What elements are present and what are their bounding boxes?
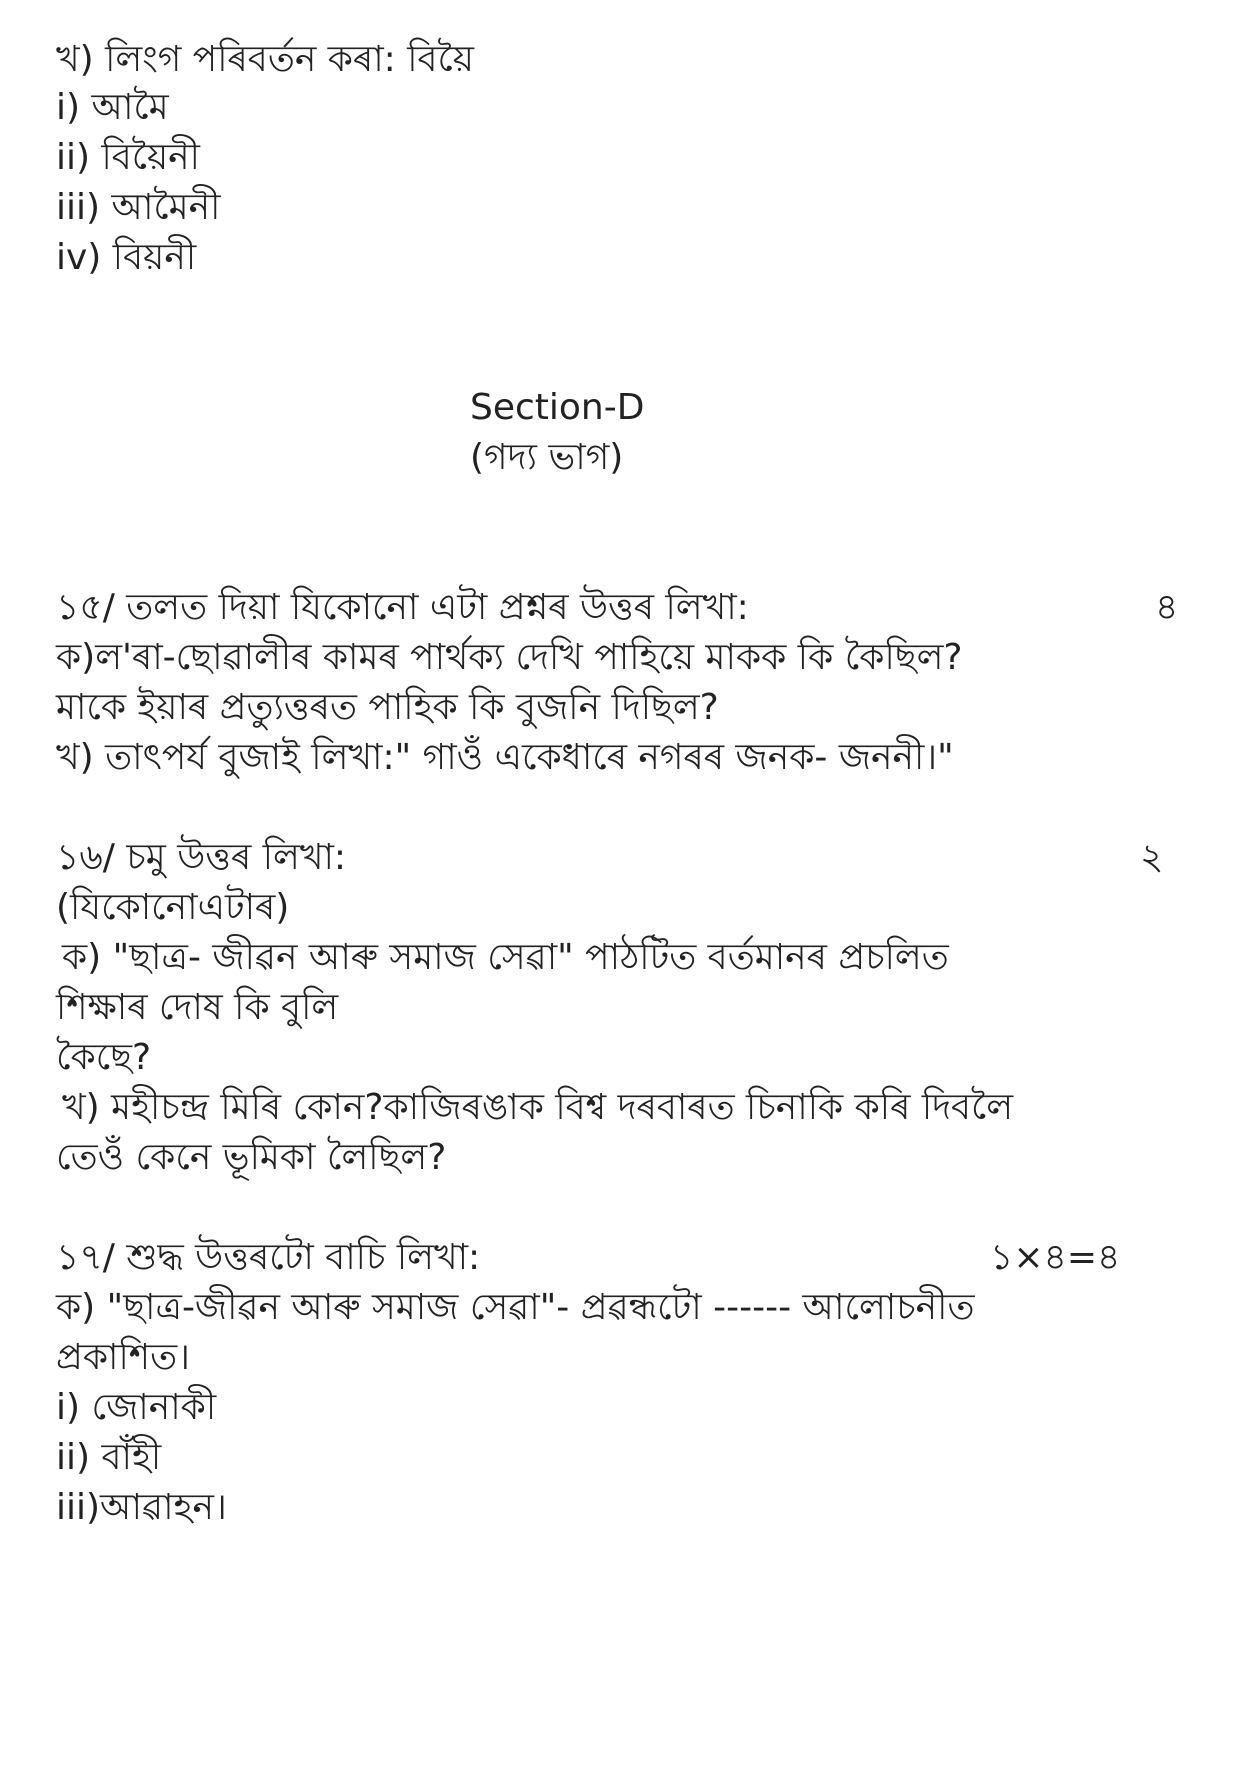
q16-line-3: শিক্ষাৰ দোষ কি বুলি: [56, 987, 339, 1028]
q15-marks: ৪: [1155, 587, 1179, 628]
q15-line-1: ক)ল'ৰা-ছোৱালীৰ কামৰ পাৰ্থক্য দেখি পাহিয়ে মাকক কি কৈছিল?: [56, 637, 963, 678]
q16-line-4: কৈছে?: [56, 1037, 152, 1078]
q17-line-1: ক) "ছাত্ৰ-জীৱন আৰু সমাজ সেৱা"- প্ৰৱন্ধটো ------ আলোচনীত: [56, 1287, 975, 1328]
option-i: i) আমৈ: [56, 87, 169, 128]
q16-line-1: (যিকোনোএটাৰ): [56, 887, 290, 928]
q17-marks: ১×৪=৪: [990, 1237, 1121, 1278]
q17-option-iii: iii)আৱাহন।: [56, 1487, 227, 1528]
q15-line-3: খ) তাৎপৰ্য বুজাই লিখা:" গাওঁ একেধাৰে নগৰৰ জনক- জননী।": [56, 737, 954, 778]
q16-marks: ২: [1140, 837, 1164, 878]
q17-stem: ১৭/ শুদ্ধ উত্তৰটো বাচি লিখা:: [56, 1237, 481, 1278]
q16-line-5: খ) মহীচন্দ্ৰ মিৰি কোন?কাজিৰঙাক বিশ্ব দৰবাৰত চিনাকি কৰি দিবলৈ: [62, 1087, 1014, 1128]
option-iii: iii) আমৈনী: [56, 187, 221, 228]
section-title: Section-D: [470, 387, 645, 428]
q15-stem: ১৫/ তলত দিয়া যিকোনো এটা প্ৰশ্নৰ উত্তৰ লিখা:: [56, 587, 749, 628]
option-iv: iv) বিয়নী: [56, 237, 197, 278]
q16-stem: ১৬/ চমু উত্তৰ লিখা:: [56, 837, 347, 878]
q16-line-6: তেওঁ কেনে ভূমিকা লৈছিল?: [56, 1137, 447, 1178]
option-ii: ii) বিয়ৈনী: [56, 137, 200, 178]
q17-line-2: প্ৰকাশিত।: [56, 1337, 190, 1378]
section-subtitle: (গদ্য ভাগ): [470, 437, 624, 478]
q17-option-i: i) জোনাকী: [56, 1387, 217, 1428]
q17-option-ii: ii) বাঁহী: [56, 1437, 162, 1478]
gender-question-stem: খ) লিংগ পৰিবৰ্তন কৰা: বিয়ৈ: [56, 39, 474, 80]
q16-line-2: ক) "ছাত্ৰ- জীৱন আৰু সমাজ সেৱা" পাঠটিত বৰ্তমানৰ প্ৰচলিত: [62, 937, 949, 978]
q15-line-2: মাকে ইয়াৰ প্ৰত্যুত্তৰত পাহিক কি বুজনি দিছিল?: [56, 687, 719, 728]
